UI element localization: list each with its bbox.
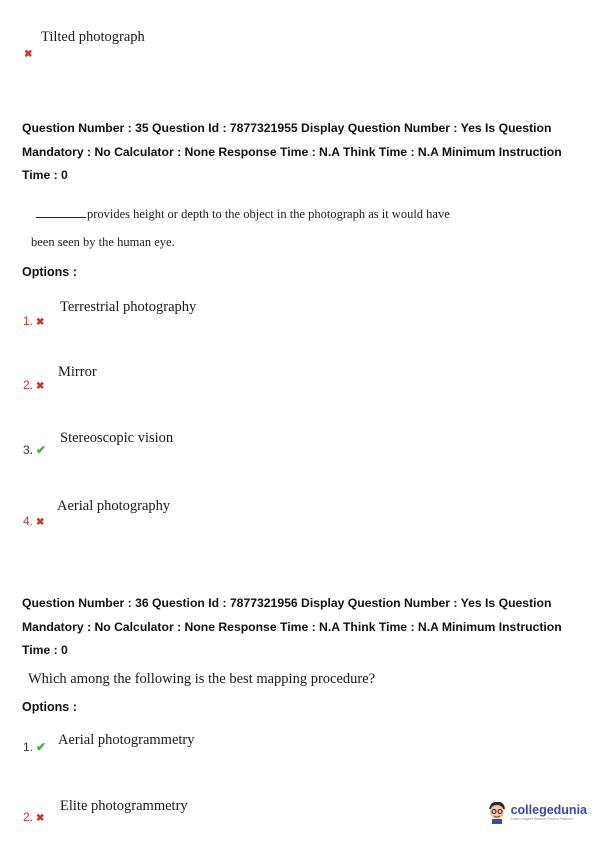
q35-option-1-number: 1. ✖: [23, 314, 45, 328]
brand-tagline: India's largest Student Review Platform: [510, 816, 574, 821]
q36-meta: [22, 592, 582, 663]
q36-option-1-text: Aerial photogrammetry: [58, 732, 195, 748]
q35-option-2-number: 2. ✖: [23, 378, 45, 392]
q35-option-2-text: Mirror: [58, 364, 97, 380]
q36-options-label: Options :: [22, 700, 77, 714]
q35-meta-line2: Mandatory : No Calculator : None Response Time : N.A Think Time : N.A Minimum Instruction: [22, 144, 562, 159]
q36-meta-line1: Question Number : 36 Question Id : 7877321956 Display Question Number : Yes Is Question: [22, 596, 552, 610]
prev-option-mark: [24, 44, 32, 62]
q35-stem-line1: [36, 207, 450, 222]
prev-option-text: Tilted photograph: [41, 29, 145, 45]
q36-stem: Which among the following is the best mapping procedure?: [28, 671, 376, 687]
collegedunia-logo: [486, 800, 587, 824]
q35-option-1-text: Terrestrial photography: [60, 299, 197, 315]
cross-icon: ✖: [24, 49, 33, 60]
q36-option-2-number: 2. ✖: [23, 810, 45, 824]
q35-meta-line3: Time : 0: [22, 168, 68, 182]
q35-stem-text: provides height or depth to the object in the photograph as it would have: [87, 207, 450, 221]
q36-meta-line2: Mandatory : No Calculator : None Response Time : N.A Think Time : N.A Minimum Instruction: [22, 619, 562, 634]
cross-icon: ✖: [36, 381, 45, 392]
cross-icon: ✖: [36, 517, 45, 528]
cross-icon: ✖: [36, 317, 45, 328]
check-icon: ✔: [36, 740, 47, 754]
brand-name: collegedunia: [510, 802, 587, 817]
q35-option-3-number: 3. ✔: [23, 443, 47, 457]
q35-options-label: Options :: [22, 265, 77, 279]
q35-option-4-number: 4. ✖: [23, 514, 45, 528]
q35-option-4-text: Aerial photography: [57, 498, 171, 514]
q36-meta-line3: Time : 0: [22, 643, 68, 657]
check-icon: ✔: [36, 443, 47, 457]
q35-option-3-text: Stereoscopic vision: [60, 430, 174, 446]
q35-meta: [22, 117, 582, 188]
fill-blank: [36, 207, 86, 218]
mascot-icon: [486, 800, 508, 824]
q36-option-1-number: 1. ✔: [23, 740, 47, 754]
q35-stem-line2: been seen by the human eye.: [31, 235, 175, 249]
cross-icon: ✖: [36, 813, 45, 824]
q35-meta-line1: Question Number : 35 Question Id : 7877321955 Display Question Number : Yes Is Question: [22, 121, 552, 135]
q36-option-2-text: Elite photogrammetry: [60, 798, 188, 814]
